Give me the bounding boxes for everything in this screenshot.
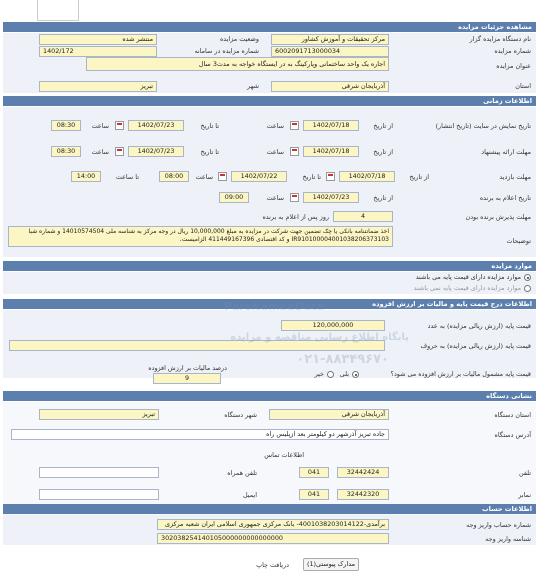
watermark-brand: ParsNamadData [224,300,324,313]
setad-number-field: 1402/172 [39,46,157,57]
base-price-words-label: قیمت پایه (ارزش ریالی مزایده) به حروف [420,342,531,350]
publish-from-label: از تاریخ [373,122,393,130]
province-field: آذربایجان شرقی [271,81,389,92]
offer-to-label: تا تاریخ [200,148,219,156]
title-label: عنوان مزایده [496,62,531,70]
section-header-account [3,504,536,514]
number-field: 6002091713000034 [271,46,389,57]
vat-question-label: قیمت پایه مشمول مالیات بر ارزش افزوده می شود؟ [390,370,531,378]
phone-code-field: 041 [299,467,329,478]
offer-from-label: از تاریخ [373,148,393,156]
phone-field: 32442424 [337,467,389,478]
winner-hour-label: ساعت [266,194,284,202]
calendar-icon[interactable] [290,147,299,156]
without-price-radio[interactable] [524,285,531,292]
province-label: استان [515,82,531,90]
fax-code-field: 041 [299,489,329,500]
base-price-field[interactable]: 120,000,000 [281,320,385,331]
visit-label: مهلت بازدید [499,173,531,181]
agency-province-label: استان دستگاه [494,411,531,419]
accept-days-field[interactable]: 4 [333,211,393,222]
vat-no-radio[interactable] [327,371,334,378]
account-label: شماره حساب واریز وجه [466,521,531,529]
visit-from-date-field[interactable]: 1402/07/18 [339,171,395,182]
publish-to-label: تا تاریخ [200,122,219,130]
description-field: اخذ ضمانتنامه بانکی یا چک تضمین جهت شرکت در مزایده به مبلغ 10,000,000 ریال در وجه مرکز به شناسه ملی 14010574504 و شماره شبا IR910100004001038206373103 و کد اقتصادی 411449167396 الزامیست. [8,226,393,247]
offer-to-hour-label: ساعت [91,148,109,156]
vat-percent-field[interactable]: 9 [153,373,221,384]
visit-to-date-field[interactable]: 1402/07/22 [231,171,287,182]
section-header-items [3,261,536,271]
number-label: شماره مزایده [494,47,531,55]
section-header-timing [3,96,536,106]
winner-label: تاریخ اعلام به برنده [479,194,531,202]
fax-field: 32442320 [337,489,389,500]
attachments-button[interactable]: مدارک پیوستی(1) [303,558,359,571]
offer-to-hour-field[interactable]: 08:30 [51,146,81,157]
setad-number-label: شماره مزایده در سامانه [194,47,259,55]
city-label: شهر [247,82,259,90]
print-label[interactable]: دریافت چاپ [256,561,289,569]
winner-date-field[interactable]: 1402/07/23 [303,192,359,203]
fax-label: نمابر [518,491,531,499]
email-label: ایمیل [242,491,257,499]
publish-hour-label: ساعت [266,122,284,130]
with-price-option-label: موارد مزایده دارای قیمت پایه می باشند [415,273,521,281]
watermark-phone: ۰۲۱-۸۸۳۴۹۶۷۰ [296,352,389,367]
account-field: برآمدی-4001038203014122- بانک مرکزی جمهوری اسلامی ایران شعبه مرکزی [157,519,389,530]
agency-field: مرکز تحقیقات و آموزش کشاور [271,34,389,45]
agency-label: نام دستگاه مزایده گزار [469,35,531,43]
iban-label: شناسه واریز وجه [485,535,531,543]
with-price-radio[interactable] [524,274,531,281]
city-field: تبریز [39,81,157,92]
offer-label: مهلت ارائه پیشنهاد [481,148,531,156]
vat-no-label: خیر [314,370,324,378]
agency-city-field: تبریز [39,409,159,420]
calendar-icon[interactable] [115,121,124,130]
calendar-icon[interactable] [326,172,335,181]
agency-province-field: آذربایجان شرقی [269,409,389,420]
iban-field: 302038254140105000000000000000 [157,533,389,544]
publish-from-date-field[interactable]: 1402/07/18 [303,120,359,131]
offer-to-date-field[interactable]: 1402/07/23 [128,146,184,157]
status-label: وضعیت مزایده [219,35,259,43]
section-title: اطلاعات حساب [482,505,532,513]
calendar-icon[interactable] [290,193,299,202]
section-title: اطلاعات درج قیمت پایه و مالیات بر ارزش افزوده [372,300,532,308]
visit-to-hour-label: تا ساعت [115,173,139,181]
visit-to-hour-field[interactable]: 14:00 [71,171,101,182]
section-title: مشاهده جزئیات مزایده [458,23,532,31]
winner-hour-field[interactable]: 09:00 [219,192,249,203]
section-header-details [3,22,536,32]
accept-suffix: روز پس از اعلام به برنده [262,213,329,221]
email-field [39,489,159,500]
section-title: اطلاعات زمانی [483,97,532,105]
section-title: موارد مزایده [491,262,532,270]
publish-to-hour-field[interactable]: 08:30 [51,120,81,131]
offer-from-date-field[interactable]: 1402/07/18 [303,146,359,157]
winner-from-label: از تاریخ [373,194,393,202]
section-title: نشانی دستگاه [486,392,532,400]
agency-address-field: جاده تبریز آذرشهر دو کیلومتر بعد ازپلیس راه [11,429,389,440]
calendar-icon[interactable] [115,147,124,156]
accept-label: مهلت پذیرش برنده بودن [465,213,531,221]
contact-header: اطلاعات تماس [264,451,304,459]
publish-to-hour-label: ساعت [91,122,109,130]
mobile-field [39,467,159,478]
agency-city-label: شهر دستگاه [224,411,257,419]
top-widget-box [37,0,79,21]
visit-hour-label: ساعت [195,173,213,181]
visit-from-hour-field[interactable]: 08:00 [159,171,189,182]
publish-label: تاریخ نمایش در سایت (تاریخ انتشار) [435,122,531,130]
publish-to-date-field[interactable]: 1402/07/23 [128,120,184,131]
section-header-agency [3,391,536,401]
offer-hour-label: ساعت [266,148,284,156]
vat-yes-radio[interactable] [352,371,359,378]
mobile-label: تلفن همراه [227,469,257,477]
without-price-option-label: موارد مزایده دارای قیمت پایه نمی باشند [413,284,521,292]
calendar-icon[interactable] [218,172,227,181]
status-field: منتشر شده [39,34,157,45]
calendar-icon[interactable] [290,121,299,130]
watermark-portal: پایگاه اطلاع رسانی مناقصه و مزایده [230,332,409,343]
title-field: اجاره یک واحد ساختمانی وپارکینگ به در ایستگاه خواجه به مدت3 سال [86,57,389,71]
visit-from-label: از تاریخ [409,173,429,181]
visit-to-label: تا تاریخ [302,173,321,181]
agency-address-label: آدرس دستگاه [494,431,531,439]
description-label: توضیحات [506,237,531,245]
vat-percent-label: درصد مالیات بر ارزش افزوده [148,364,227,372]
base-price-label: قیمت پایه (ارزش ریالی مزایده) به عدد [427,322,531,330]
phone-label: تلفن [519,469,531,477]
vat-yes-label: بلی [339,370,349,378]
